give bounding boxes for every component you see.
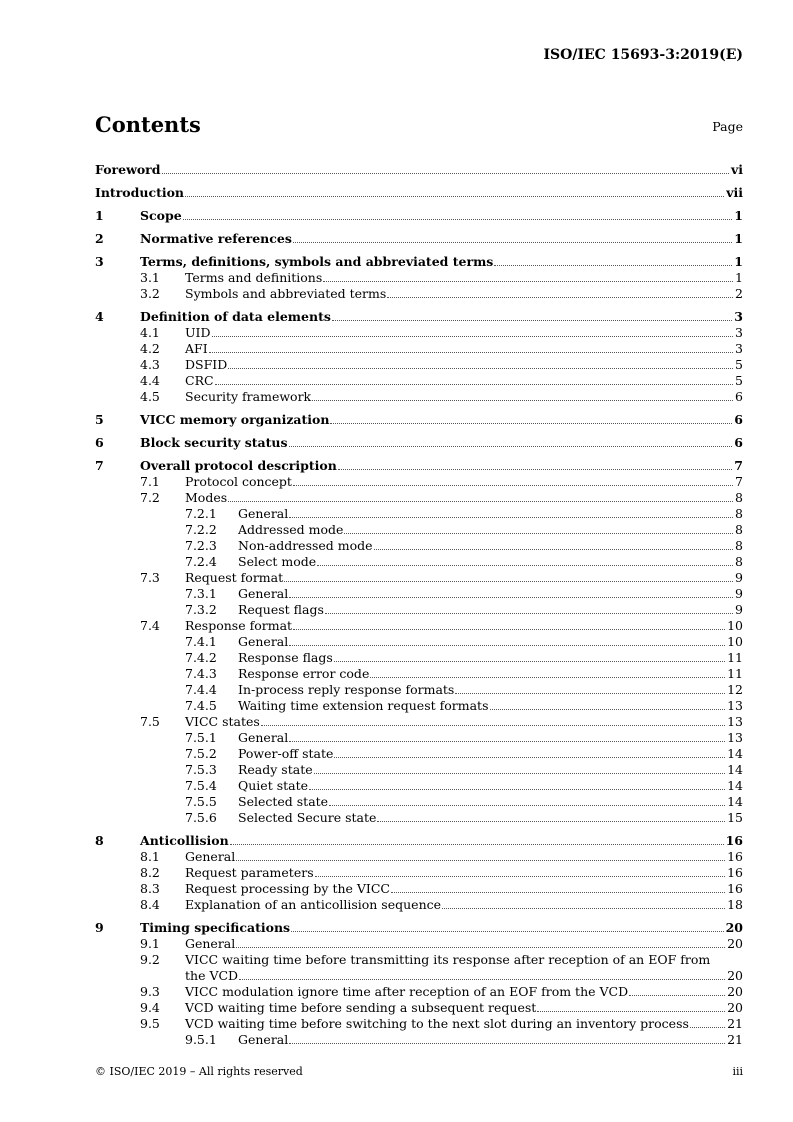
toc-leader-dots: [293, 618, 725, 630]
toc-entry-number: 7.5.1: [185, 730, 217, 745]
toc-entry-page: 6: [735, 389, 743, 404]
toc-entry[interactable]: [95, 458, 743, 474]
toc-entry-number: 4.5: [140, 389, 160, 404]
toc-leader-dots: [370, 666, 725, 678]
toc-entry-title: CRC: [185, 373, 214, 388]
toc-entry-number: 4.4: [140, 373, 160, 388]
toc-leader-dots: [334, 746, 725, 758]
toc-entry-title: Modes: [185, 490, 228, 505]
toc-entry-page: vi: [730, 162, 743, 177]
toc-entry-title: Selected Secure state: [238, 810, 377, 825]
toc-leader-dots: [334, 650, 725, 662]
toc-entry-number: 7.5.5: [185, 794, 217, 809]
toc-leader-dots: [325, 602, 733, 614]
toc-leader-dots: [289, 1032, 725, 1044]
toc-entry-page: 8: [735, 554, 743, 569]
toc-entry-number: 7.5.2: [185, 746, 217, 761]
toc-entry[interactable]: [95, 714, 743, 730]
toc-entry-title: Terms and definitions: [185, 270, 323, 285]
toc-entry-page: 1: [735, 270, 743, 285]
toc-entry-title: VICC memory organization: [140, 412, 330, 427]
toc-entry-number: 7.2.1: [185, 506, 217, 521]
toc-entry-number: 4.2: [140, 341, 160, 356]
toc-entry[interactable]: [95, 586, 743, 602]
toc-entry[interactable]: [95, 522, 743, 538]
toc-entry-title: Quiet state: [238, 778, 309, 793]
toc-entry-number: 7.5.4: [185, 778, 217, 793]
toc-entry[interactable]: [95, 1016, 743, 1032]
toc-entry-number: 7.2: [140, 490, 160, 505]
toc-entry-number: 1: [95, 208, 104, 223]
toc-entry-title: Terms, definitions, symbols and abbreviated terms: [140, 254, 494, 269]
toc-entry-page: 13: [727, 698, 743, 713]
toc-entry-page: 3: [734, 309, 743, 324]
toc-leader-dots: [442, 897, 725, 909]
toc-entry-number: 7.4.5: [185, 698, 217, 713]
footer-page-number: iii: [732, 1065, 743, 1078]
toc-entry-page: 21: [727, 1016, 743, 1031]
page-column-label: Page: [712, 119, 743, 134]
toc-entry[interactable]: [95, 435, 743, 451]
document-id: ISO/IEC 15693-3:2019(E): [543, 47, 743, 63]
toc-leader-dots: [289, 435, 733, 447]
toc-entry[interactable]: [95, 634, 743, 650]
toc-entry[interactable]: [95, 162, 743, 178]
toc-entry-number: 3.1: [140, 270, 160, 285]
toc-entry-number: 2: [95, 231, 104, 246]
toc-entry-number: 9.4: [140, 1000, 160, 1015]
toc-entry[interactable]: [95, 286, 743, 302]
toc-entry-page: 9: [735, 602, 743, 617]
toc-entry-number: 9.3: [140, 984, 160, 999]
toc-entry[interactable]: [95, 538, 743, 554]
toc-entry-page: 13: [727, 730, 743, 745]
toc-entry-title: Power-off state: [238, 746, 334, 761]
toc-entry[interactable]: [95, 185, 743, 201]
toc-entry-page: vii: [726, 185, 743, 200]
toc-leader-dots: [314, 762, 725, 774]
toc-entry-title: Ready state: [238, 762, 313, 777]
toc-leader-dots: [317, 554, 733, 566]
toc-leader-dots: [261, 714, 725, 726]
toc-leader-dots: [537, 1000, 725, 1012]
toc-entry-title: Protocol concept: [185, 474, 292, 489]
toc-entry-page: 18: [727, 897, 743, 912]
toc-entry-number: 3: [95, 254, 104, 269]
toc-entry-page: 7: [735, 474, 743, 489]
toc-entry-title: Response format: [185, 618, 293, 633]
toc-entry-title: Response error code: [238, 666, 370, 681]
toc-entry[interactable]: [95, 309, 743, 325]
toc-entry-number: 7.4.3: [185, 666, 217, 681]
toc-entry-page: 11: [727, 650, 743, 665]
toc-leader-dots: [312, 389, 733, 401]
toc-entry[interactable]: [95, 762, 743, 778]
toc-entry-title: Security framework: [185, 389, 312, 404]
toc-leader-dots: [338, 458, 732, 470]
toc-entry-page: 20: [727, 1000, 743, 1015]
toc-entry-page: 8: [735, 506, 743, 521]
toc-entry[interactable]: [95, 231, 743, 247]
toc-entry-title: Definition of data elements: [140, 309, 331, 324]
toc-entry-title: DSFID: [185, 357, 228, 372]
toc-entry-number: 8.2: [140, 865, 160, 880]
toc-entry-page: 15: [727, 810, 743, 825]
toc-entry-number: 7.3.2: [185, 602, 217, 617]
toc-entry-title: Explanation of an anticollision sequence: [185, 897, 442, 912]
toc-entry-page: 11: [727, 666, 743, 681]
toc-entry-page: 8: [735, 538, 743, 553]
toc-entry[interactable]: [95, 746, 743, 762]
toc-entry-page: 2: [735, 286, 743, 301]
toc-entry[interactable]: [95, 373, 743, 389]
toc-entry[interactable]: [95, 666, 743, 682]
toc-leader-dots: [629, 984, 725, 996]
toc-entry-number: 8: [95, 833, 104, 848]
toc-entry-page: 3: [735, 341, 743, 356]
toc-entry[interactable]: [95, 865, 743, 881]
toc-entry-page: 8: [735, 490, 743, 505]
toc-entry[interactable]: [95, 833, 743, 849]
toc-entry-title: VICC modulation ignore time after reception of an EOF from the VCD: [185, 984, 629, 999]
toc-entry-number: 9.2: [140, 952, 160, 967]
toc-entry-number: 9: [95, 920, 104, 935]
toc-entry-page: 16: [727, 865, 743, 880]
toc-entry-page: 21: [727, 1032, 743, 1047]
toc-entry-page: 1: [734, 231, 743, 246]
toc-entry-title: VCD waiting time before sending a subsequent request: [185, 1000, 537, 1015]
toc-entry[interactable]: [95, 952, 743, 984]
toc-entry[interactable]: [95, 254, 743, 270]
toc-entry[interactable]: [95, 554, 743, 570]
toc-entry[interactable]: [95, 412, 743, 428]
toc-entry-page: 9: [735, 570, 743, 585]
toc-entry-title: Request flags: [238, 602, 324, 617]
toc-leader-dots: [228, 490, 733, 502]
toc-entry-number: 7.5.3: [185, 762, 217, 777]
toc-leader-dots: [289, 506, 733, 518]
toc-entry-number: 7: [95, 458, 104, 473]
toc-entry[interactable]: [95, 341, 743, 357]
toc-leader-dots: [185, 185, 724, 197]
toc-entry[interactable]: [95, 810, 743, 826]
toc-leader-dots: [289, 634, 725, 646]
toc-entry[interactable]: [95, 602, 743, 618]
toc-entry-number: 4.3: [140, 357, 160, 372]
toc-entry-title: UID: [185, 325, 211, 340]
toc-leader-dots: [236, 936, 725, 948]
toc-entry-title: Non-addressed mode: [238, 538, 373, 553]
toc-entry-title: Timing specifications: [140, 920, 291, 935]
toc-entry[interactable]: [95, 389, 743, 405]
toc-entry-number: 8.3: [140, 881, 160, 896]
toc-leader-dots: [183, 208, 733, 220]
toc-entry-title: General: [238, 730, 289, 745]
toc-leader-dots: [293, 474, 733, 486]
toc-leader-dots: [289, 730, 725, 742]
toc-entry-title: Request parameters: [185, 865, 314, 880]
toc-entry-page: 14: [727, 778, 743, 793]
toc-entry-number: 9.5: [140, 1016, 160, 1031]
toc-entry-number: 7.3: [140, 570, 160, 585]
footer-copyright: © ISO/IEC 2019 – All rights reserved: [95, 1065, 303, 1078]
toc-leader-dots: [374, 538, 734, 550]
toc-entry-page: 5: [735, 373, 743, 388]
toc-leader-dots: [228, 357, 733, 369]
toc-entry-number: 9.5.1: [185, 1032, 217, 1047]
toc-entry[interactable]: [95, 778, 743, 794]
toc-leader-dots: [230, 833, 724, 845]
toc-entry[interactable]: [95, 490, 743, 506]
toc-entry[interactable]: [95, 794, 743, 810]
toc-entry[interactable]: [95, 984, 743, 1000]
toc-leader-dots: [215, 373, 734, 385]
toc-entry[interactable]: [95, 897, 743, 913]
toc-entry-page: 14: [727, 746, 743, 761]
toc-entry-title: Block security status: [140, 435, 288, 450]
toc-leader-dots: [332, 309, 732, 321]
toc-entry-title: VICC waiting time before transmitting its response after reception of an EOF from: [185, 952, 711, 967]
toc-entry[interactable]: [95, 682, 743, 698]
toc-entry-page: 10: [727, 618, 743, 633]
toc-entry-title: Introduction: [95, 185, 185, 200]
toc-entry-title: Anticollision: [140, 833, 229, 848]
toc-entry-title: Select mode: [238, 554, 317, 569]
toc-entry-page: 13: [727, 714, 743, 729]
toc-leader-dots: [315, 865, 725, 877]
toc-entry-page: 3: [735, 325, 743, 340]
toc-entry-number: 7.5.6: [185, 810, 217, 825]
toc-entry-page: 14: [727, 794, 743, 809]
toc-entry-page: 12: [727, 682, 743, 697]
toc-entry[interactable]: [95, 208, 743, 224]
toc-entry-title: General: [238, 586, 289, 601]
toc-entry-page: 6: [734, 412, 743, 427]
toc-entry-title: Symbols and abbreviated terms: [185, 286, 387, 301]
toc-entry-page: 8: [735, 522, 743, 537]
toc-entry[interactable]: [95, 650, 743, 666]
toc-entry-page: 1: [734, 208, 743, 223]
toc-leader-dots: [289, 586, 733, 598]
toc-entry-page: 10: [727, 634, 743, 649]
toc-leader-dots: [209, 341, 733, 353]
toc-entry-title: Waiting time extension request formats: [238, 698, 489, 713]
toc-entry-page: 16: [727, 881, 743, 896]
toc-entry[interactable]: [95, 618, 743, 634]
toc-entry-title: General: [185, 936, 236, 951]
toc-entry-number: 6: [95, 435, 104, 450]
toc-entry-page: 9: [735, 586, 743, 601]
toc-entry-title: Request processing by the VICC: [185, 881, 390, 896]
toc-entry-number: 8.4: [140, 897, 160, 912]
toc-entry-title: General: [238, 634, 289, 649]
toc-leader-dots: [330, 412, 732, 424]
toc-entry-page: 7: [734, 458, 743, 473]
toc-entry[interactable]: [95, 936, 743, 952]
toc-entry-number: 7.2.4: [185, 554, 217, 569]
toc-leader-dots: [329, 794, 725, 806]
toc-entry[interactable]: [95, 270, 743, 286]
toc-entry-title: Foreword: [95, 162, 161, 177]
toc-entry-title: Scope: [140, 208, 182, 223]
toc-leader-dots: [236, 849, 725, 861]
toc-entry[interactable]: [95, 1032, 743, 1048]
toc-leader-dots: [344, 522, 733, 534]
table-of-contents: [95, 155, 743, 1048]
toc-entry-number: 7.4.1: [185, 634, 217, 649]
toc-entry[interactable]: [95, 357, 743, 373]
toc-entry-number: 3.2: [140, 286, 160, 301]
toc-entry-page: 16: [725, 833, 743, 848]
toc-entry-number: 7.1: [140, 474, 160, 489]
toc-entry-title: General: [238, 506, 289, 521]
toc-entry-title: General: [185, 849, 236, 864]
toc-entry-page: 16: [727, 849, 743, 864]
toc-entry-title: VCD waiting time before switching to the next slot during an inventory process: [185, 1016, 689, 1031]
toc-entry[interactable]: [95, 881, 743, 897]
toc-leader-dots: [323, 270, 733, 282]
toc-entry-title-continued: the VCD: [185, 968, 239, 983]
toc-entry-number: 4.1: [140, 325, 160, 340]
toc-leader-dots: [391, 881, 725, 893]
toc-entry-number: 7.5: [140, 714, 160, 729]
toc-leader-dots: [291, 920, 724, 932]
toc-entry[interactable]: [95, 698, 743, 714]
toc-entry-title: Normative references: [140, 231, 292, 246]
toc-entry-number: 9.1: [140, 936, 160, 951]
toc-leader-dots: [494, 254, 732, 266]
toc-entry-number: 8.1: [140, 849, 160, 864]
toc-entry-title: Request format: [185, 570, 284, 585]
toc-entry[interactable]: [95, 570, 743, 586]
toc-entry-page: 20: [727, 984, 743, 999]
toc-entry-number: 7.4: [140, 618, 160, 633]
toc-entry-number: 7.2.2: [185, 522, 217, 537]
toc-entry-title: Addressed mode: [238, 522, 344, 537]
toc-entry-page: 5: [735, 357, 743, 372]
toc-leader-dots: [212, 325, 734, 337]
toc-entry-title: General: [238, 1032, 289, 1047]
toc-entry-number: 5: [95, 412, 104, 427]
toc-entry[interactable]: [95, 730, 743, 746]
toc-entry-title: Response flags: [238, 650, 333, 665]
toc-entry-page: 20: [725, 920, 743, 935]
toc-entry-number: 7.2.3: [185, 538, 217, 553]
toc-leader-dots: [162, 162, 729, 174]
toc-leader-dots: [377, 810, 725, 822]
toc-entry-page: 14: [727, 762, 743, 777]
toc-leader-dots: [387, 286, 733, 298]
toc-leader-dots: [490, 698, 726, 710]
toc-entry[interactable]: [95, 506, 743, 522]
toc-entry-number: 7.3.1: [185, 586, 217, 601]
toc-entry-title: AFI: [185, 341, 208, 356]
toc-leader-dots: [690, 1016, 725, 1028]
toc-entry-title: Overall protocol description: [140, 458, 337, 473]
toc-entry-page: 20: [727, 968, 743, 983]
toc-entry-title: Selected state: [238, 794, 329, 809]
toc-entry[interactable]: [95, 474, 743, 490]
toc-entry-number: 7.4.4: [185, 682, 217, 697]
toc-entry-page: 20: [727, 936, 743, 951]
toc-entry-title: VICC states: [185, 714, 260, 729]
toc-entry-page: 6: [734, 435, 743, 450]
toc-leader-dots: [455, 682, 725, 694]
toc-leader-dots: [293, 231, 732, 243]
page-title: Contents: [95, 112, 201, 137]
toc-leader-dots: [309, 778, 725, 790]
toc-entry-number: 4: [95, 309, 104, 324]
toc-leader-dots: [239, 968, 725, 980]
toc-entry-title: In-process reply response formats: [238, 682, 455, 697]
toc-entry-number: 7.4.2: [185, 650, 217, 665]
toc-leader-dots: [284, 570, 733, 582]
toc-entry[interactable]: [95, 849, 743, 865]
toc-entry-page: 1: [734, 254, 743, 269]
toc-entry[interactable]: [95, 325, 743, 341]
toc-entry[interactable]: [95, 920, 743, 936]
toc-entry[interactable]: [95, 1000, 743, 1016]
